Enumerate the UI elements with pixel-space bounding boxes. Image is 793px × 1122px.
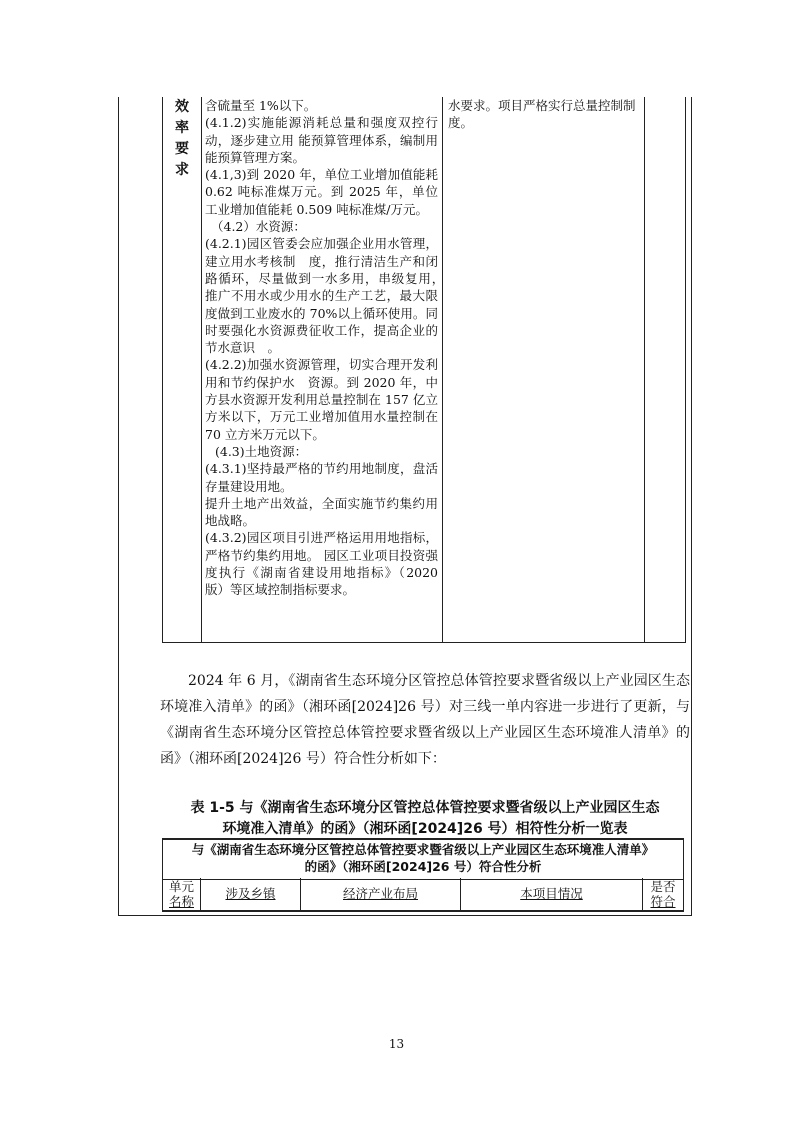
col-project-situation: 本项目情况 bbox=[461, 878, 643, 910]
body-paragraph: 2024 年 6 月，《湖南省生态环境分区管控总体管控要求暨省级以上产业园区生态环境准入清单》的函》（湘环函[2024]26 号）对三线一单内容进一步进行了更新，与《湖南省生态环境分区管控总体管控要求暨省级以上产业园区生态环境准人清单》的函》（湘环函[2024]26 号）符合性分析如下： bbox=[160, 673, 690, 767]
col-unit-name: 单元 名称 bbox=[163, 878, 201, 910]
requirement-text: 含硫量至 1%以下。 bbox=[205, 98, 317, 113]
conformity-cell bbox=[645, 97, 685, 642]
col-industry-layout: 经济产业布局 bbox=[301, 878, 461, 910]
requirement-heading: （4.2）水资源： bbox=[211, 219, 306, 235]
requirement-text: (4.1,3)到 2020 年，单位工业增加值能耗 0.62 吨标准煤万元。到 2025 年，单位工业增加值能耗 0.509 吨标准煤/万元。 bbox=[205, 167, 438, 217]
conformity-analysis-table bbox=[162, 838, 684, 912]
requirement-text: 提升土地产出效益，全面实施节约集约用地战略。 bbox=[205, 495, 438, 529]
table-caption: 表 1-5 与《湖南省生态环境分区管控总体管控要求暨省级以上产业园区生态 环境准入清单》的函》（湘环函[2024]26 号）相符性分析一览表 bbox=[190, 800, 660, 837]
requirement-heading: (4.3)土地资源： bbox=[215, 443, 308, 459]
requirement-text: (4.2.1)园区管委会应加强企业用水管理，建立用水考核制 度，推行清洁生产和闭路循环，尽量做到一水多用，串级复用， 推广不用水或少用水的生产工艺，最大限度做到工业废水的 70%以上循环使用。同时要强化水资源费征收工作，提高企业的节水意识 。 bbox=[205, 236, 451, 356]
column-headers bbox=[163, 878, 683, 910]
page-number: 13 bbox=[388, 1037, 405, 1051]
col-township: 涉及乡镇 bbox=[201, 878, 301, 910]
requirements-cell bbox=[201, 97, 451, 642]
requirement-text: (4.2.2)加强水资源管理，切实合理开发利用和节约保护水 资源。到 2020 年，中方县水资源开发利用总量控制在 157 亿立方米以下，万元工业增加值用水量控制在 70 立方米万元以下。 bbox=[205, 357, 438, 442]
requirement-text: (4.1.2)实施能源消耗总量和强度双控行动，逐步建立用 能预算管理体系，编制用能预算管理方案。 bbox=[205, 115, 438, 165]
project-situation-cell bbox=[443, 97, 645, 642]
efficiency-requirements-table bbox=[162, 97, 686, 643]
row-label-cell bbox=[163, 97, 202, 642]
requirement-text: (4.3.1)坚持最严格的节约用地制度，盘活存量建设用地。 bbox=[205, 461, 438, 494]
table-header: 与《湖南省生态环境分区管控总体管控要求暨省级以上产业园区生态环境准人清单》 的函》（湘环函[2024]26 号）符合性分析 bbox=[163, 840, 683, 880]
project-text: 水要求。项目严格实行总量控制制度。 bbox=[448, 98, 636, 131]
row-label: 效 率 要 求 bbox=[175, 99, 189, 178]
requirement-text: (4.3.2)园区项目引进严格运用用地指标，严格节约集约用地。 园区工业项目投资强度执行《湖南省建设用地指标》（2020 版）等区域控制指标要求。 bbox=[205, 530, 438, 598]
col-conformity: 是否 符合 bbox=[650, 879, 676, 909]
